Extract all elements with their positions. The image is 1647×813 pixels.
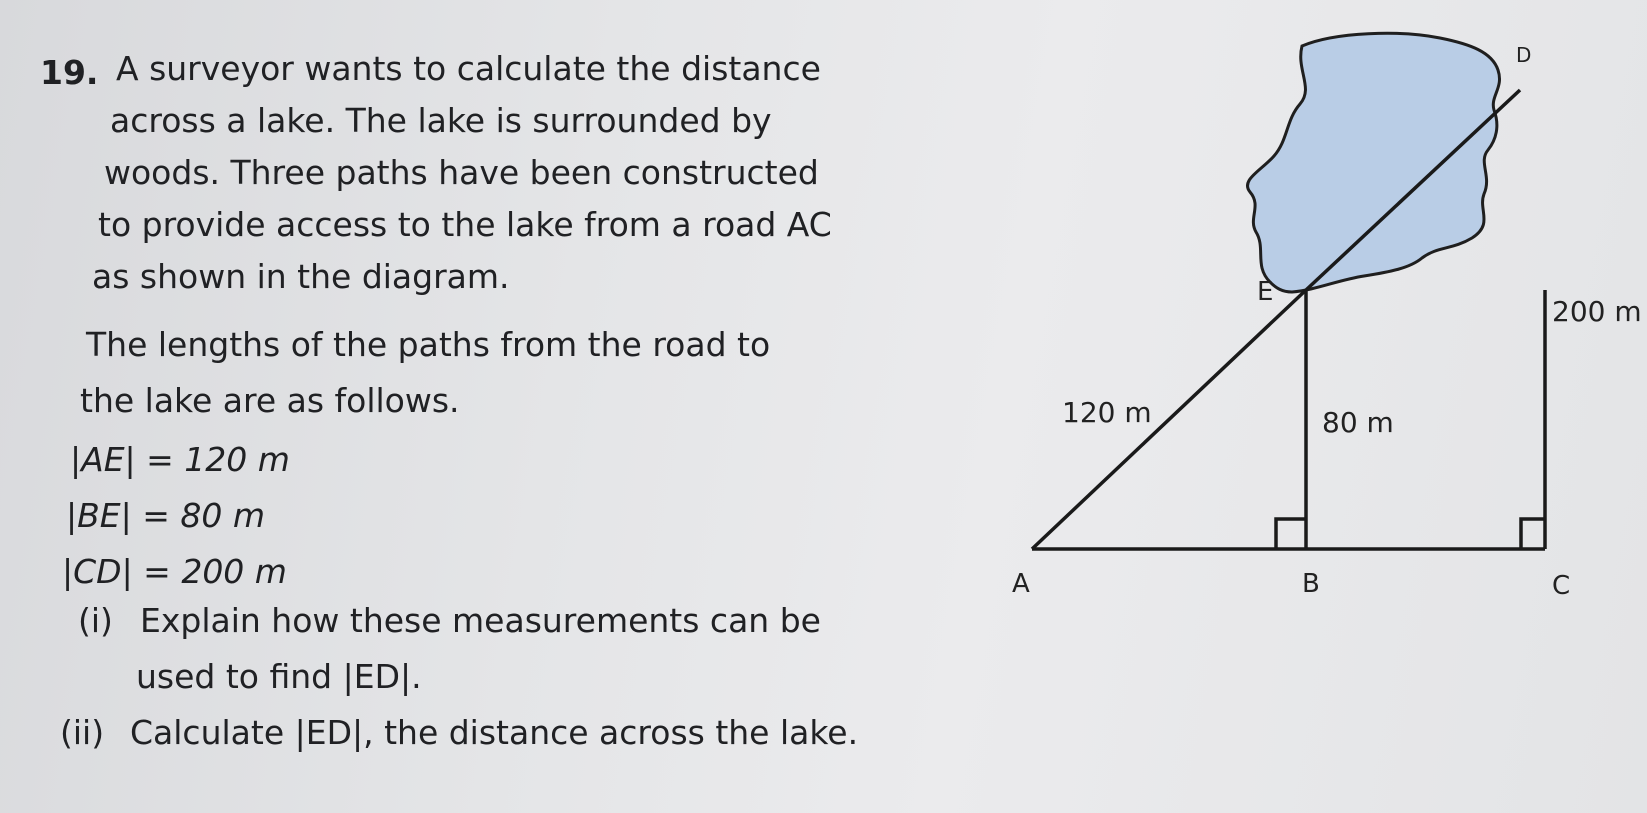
- label-ae-length: 120 m: [1062, 396, 1152, 429]
- question-line-1: A surveyor wants to calculate the distance: [116, 49, 821, 88]
- part-i-label: (i): [78, 601, 113, 640]
- label-be-length: 80 m: [1322, 406, 1394, 439]
- measurement-be: |BE| = 80 m: [66, 496, 265, 535]
- intro-line-1: The lengths of the paths from the road to: [86, 325, 771, 364]
- question-line-4: to provide access to the lake from a road AC: [98, 205, 832, 244]
- part-i-line-2: used to find |ED|.: [136, 657, 422, 696]
- label-c: C: [1552, 571, 1571, 601]
- measurement-cd: |CD| = 200 m: [62, 552, 287, 591]
- label-cd-length: 200 m: [1552, 295, 1642, 328]
- intro-line-2: the lake are as follows.: [80, 381, 460, 420]
- question-number: 19.: [40, 53, 99, 92]
- right-angle-c: [1521, 519, 1545, 549]
- right-angle-b: [1276, 519, 1306, 549]
- label-e: E: [1257, 277, 1274, 307]
- label-d: D: [1516, 43, 1532, 67]
- label-a: A: [1012, 569, 1030, 599]
- part-ii-label: (ii): [60, 713, 105, 752]
- measurement-ae: |AE| = 120 m: [70, 440, 290, 479]
- question-line-2: across a lake. The lake is surrounded by: [110, 101, 772, 140]
- question-line-3: woods. Three paths have been constructed: [104, 153, 819, 192]
- part-ii-line-1: Calculate |ED|, the distance across the lake.: [130, 713, 859, 752]
- part-i-line-1: Explain how these measurements can be: [140, 601, 821, 640]
- lake-shape: [1247, 33, 1499, 292]
- label-b: B: [1302, 569, 1320, 599]
- question-line-5: as shown in the diagram.: [92, 257, 510, 296]
